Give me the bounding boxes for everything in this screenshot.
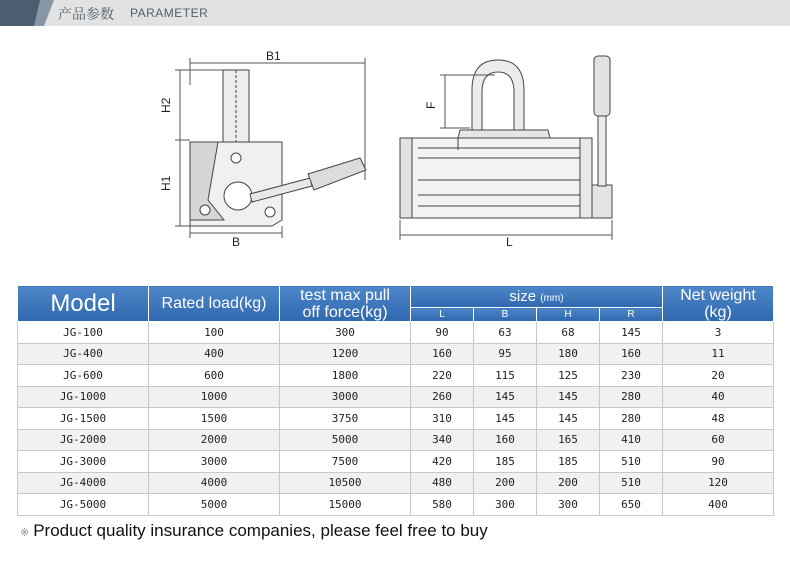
cell-model: JG-5000 bbox=[18, 494, 149, 516]
cell-net-weight: 120 bbox=[663, 472, 774, 494]
cell-model: JG-100 bbox=[18, 322, 149, 344]
cell-test-max: 300 bbox=[280, 322, 411, 344]
cell-size-b: 95 bbox=[474, 343, 537, 365]
cell-size-l: 480 bbox=[411, 472, 474, 494]
cell-net-weight: 20 bbox=[663, 365, 774, 387]
cell-rated-load: 4000 bbox=[149, 472, 280, 494]
cell-size-r: 280 bbox=[600, 386, 663, 408]
cell-test-max: 15000 bbox=[280, 494, 411, 516]
col-header-size-label: size bbox=[509, 288, 537, 305]
cell-size-l: 420 bbox=[411, 451, 474, 473]
cell-net-weight: 48 bbox=[663, 408, 774, 430]
cell-size-r: 145 bbox=[600, 322, 663, 344]
col-header-size-l: L bbox=[411, 308, 474, 322]
dim-label-b: B bbox=[232, 235, 241, 249]
col-header-size bbox=[411, 286, 663, 308]
cell-size-r: 410 bbox=[600, 429, 663, 451]
cell-test-max: 10500 bbox=[280, 472, 411, 494]
cell-model: JG-600 bbox=[18, 365, 149, 387]
table-row bbox=[18, 408, 774, 430]
cell-test-max: 7500 bbox=[280, 451, 411, 473]
cell-model: JG-3000 bbox=[18, 451, 149, 473]
cell-rated-load: 5000 bbox=[149, 494, 280, 516]
col-header-size-b: B bbox=[474, 308, 537, 322]
cell-size-r: 160 bbox=[600, 343, 663, 365]
spec-table bbox=[17, 285, 774, 516]
col-header-test-max bbox=[280, 286, 411, 322]
front-view-drawing bbox=[400, 56, 612, 240]
col-header-net-weight-line1: Net weight bbox=[680, 286, 756, 304]
footer-note bbox=[20, 521, 488, 541]
cell-net-weight: 400 bbox=[663, 494, 774, 516]
cell-size-b: 185 bbox=[474, 451, 537, 473]
table-row bbox=[18, 451, 774, 473]
cell-size-l: 340 bbox=[411, 429, 474, 451]
cell-size-b: 160 bbox=[474, 429, 537, 451]
cell-model: JG-1000 bbox=[18, 386, 149, 408]
cell-size-r: 280 bbox=[600, 408, 663, 430]
cell-net-weight: 40 bbox=[663, 386, 774, 408]
cell-size-h: 165 bbox=[537, 429, 600, 451]
table-row bbox=[18, 429, 774, 451]
cell-model: JG-2000 bbox=[18, 429, 149, 451]
table-row bbox=[18, 322, 774, 344]
table-row bbox=[18, 472, 774, 494]
cell-size-h: 180 bbox=[537, 343, 600, 365]
cell-test-max: 1200 bbox=[280, 343, 411, 365]
cell-size-b: 115 bbox=[474, 365, 537, 387]
reference-mark-icon: ※ bbox=[20, 527, 30, 539]
cell-size-r: 650 bbox=[600, 494, 663, 516]
col-header-test-max-line1: test max pull bbox=[300, 286, 390, 304]
cell-size-b: 63 bbox=[474, 322, 537, 344]
cell-size-h: 145 bbox=[537, 386, 600, 408]
cell-size-l: 260 bbox=[411, 386, 474, 408]
technical-drawings bbox=[0, 30, 790, 270]
cell-net-weight: 60 bbox=[663, 429, 774, 451]
cell-size-b: 200 bbox=[474, 472, 537, 494]
cell-test-max: 3000 bbox=[280, 386, 411, 408]
cell-test-max: 3750 bbox=[280, 408, 411, 430]
col-header-rated-load: Rated load(kg) bbox=[149, 286, 280, 322]
dim-label-h2: H2 bbox=[159, 97, 173, 113]
dim-label-f: F bbox=[424, 101, 438, 109]
cell-rated-load: 1000 bbox=[149, 386, 280, 408]
spec-table-body bbox=[18, 322, 774, 516]
cell-size-h: 200 bbox=[537, 472, 600, 494]
cell-net-weight: 3 bbox=[663, 322, 774, 344]
table-row bbox=[18, 386, 774, 408]
cell-size-b: 145 bbox=[474, 386, 537, 408]
col-header-size-r: R bbox=[600, 308, 663, 322]
cell-size-r: 230 bbox=[600, 365, 663, 387]
cell-test-max: 5000 bbox=[280, 429, 411, 451]
col-header-test-max-line2: off force(kg) bbox=[302, 303, 388, 321]
cell-size-h: 185 bbox=[537, 451, 600, 473]
dim-label-l: L bbox=[506, 235, 513, 249]
table-row bbox=[18, 365, 774, 387]
col-header-model: Model bbox=[18, 286, 149, 322]
cell-rated-load: 400 bbox=[149, 343, 280, 365]
cell-test-max: 1800 bbox=[280, 365, 411, 387]
cell-net-weight: 90 bbox=[663, 451, 774, 473]
drawings-svg bbox=[0, 30, 790, 270]
cell-size-h: 300 bbox=[537, 494, 600, 516]
cell-size-l: 90 bbox=[411, 322, 474, 344]
cell-model: JG-4000 bbox=[18, 472, 149, 494]
footer-text: Product quality insurance companies, please feel free to buy bbox=[33, 521, 488, 540]
cell-size-r: 510 bbox=[600, 472, 663, 494]
cell-size-h: 68 bbox=[537, 322, 600, 344]
dim-label-h1: H1 bbox=[159, 175, 173, 191]
cell-rated-load: 1500 bbox=[149, 408, 280, 430]
cell-rated-load: 2000 bbox=[149, 429, 280, 451]
cell-size-h: 125 bbox=[537, 365, 600, 387]
cell-size-l: 580 bbox=[411, 494, 474, 516]
section-header bbox=[0, 0, 790, 26]
table-row bbox=[18, 343, 774, 365]
cell-rated-load: 600 bbox=[149, 365, 280, 387]
cell-model: JG-1500 bbox=[18, 408, 149, 430]
col-header-size-h: H bbox=[537, 308, 600, 322]
cell-size-b: 300 bbox=[474, 494, 537, 516]
col-header-net-weight bbox=[663, 286, 774, 322]
cell-size-l: 310 bbox=[411, 408, 474, 430]
dim-label-b1: B1 bbox=[266, 49, 281, 63]
cell-size-h: 145 bbox=[537, 408, 600, 430]
cell-net-weight: 11 bbox=[663, 343, 774, 365]
col-header-size-unit: (mm) bbox=[540, 293, 564, 304]
cell-size-l: 160 bbox=[411, 343, 474, 365]
cell-size-r: 510 bbox=[600, 451, 663, 473]
cell-rated-load: 3000 bbox=[149, 451, 280, 473]
cell-model: JG-400 bbox=[18, 343, 149, 365]
header-title-en: PARAMETER bbox=[130, 6, 209, 20]
side-view-drawing bbox=[175, 58, 366, 238]
header-title-cn: 产品参数 bbox=[58, 6, 114, 22]
table-row bbox=[18, 494, 774, 516]
cell-rated-load: 100 bbox=[149, 322, 280, 344]
cell-size-b: 145 bbox=[474, 408, 537, 430]
cell-size-l: 220 bbox=[411, 365, 474, 387]
col-header-net-weight-line2: (kg) bbox=[704, 303, 732, 321]
